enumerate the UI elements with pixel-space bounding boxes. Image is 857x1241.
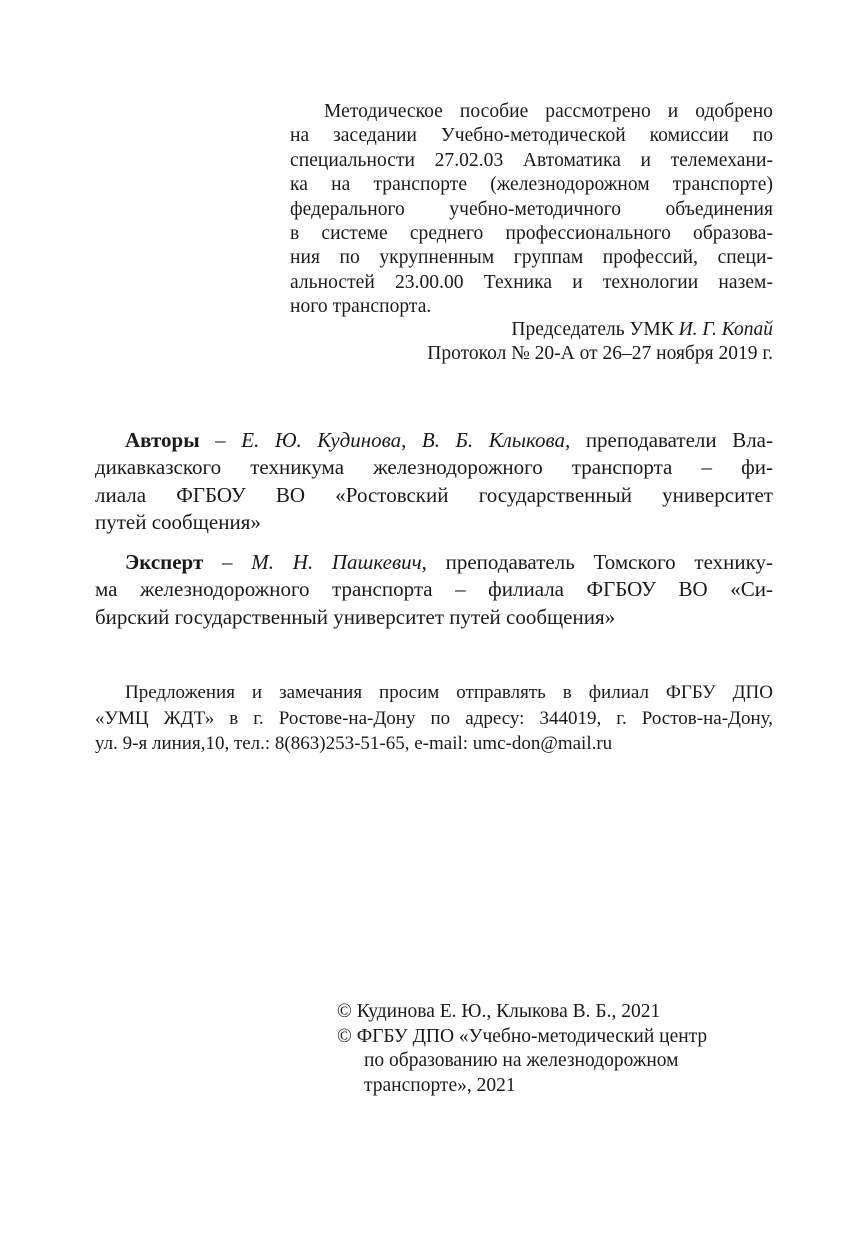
contacts-section (95, 680, 773, 757)
contacts-line: ул. 9-я линия,10, тел.: 8(863)253-51-65, e-mail: umc-don@mail.ru (95, 733, 613, 754)
chairman-row (290, 318, 773, 342)
copyright-section (337, 1000, 777, 1098)
expert-label: Эксперт (125, 550, 204, 574)
copyright-publisher-cont: транспорте», 2021 (364, 1074, 516, 1096)
copyright-publisher: © ФГБУ ДПО «Учебно-методический центр (337, 1025, 708, 1047)
expert-line: ма железнодорожного транспорта – филиала ФГБОУ ВО «Си- (95, 577, 773, 602)
author-name: Е. Ю. Кудинова (241, 428, 402, 452)
chairman-name: И. Г. Копай (678, 319, 773, 340)
authors-section (95, 427, 773, 536)
protocol-info: Протокол № 20-А от 26–27 ноября 2019 г. (427, 343, 773, 365)
expert-name: М. Н. Пашкевич (251, 550, 422, 574)
approval-line: альностей 23.00.00 Техника и технологии назем- (290, 271, 773, 293)
separator: , (401, 428, 422, 452)
copyright-publisher-cont: по образованию на железнодорожном (364, 1050, 679, 1071)
approval-line: специальности 27.02.03 Автоматика и телемехани- (290, 149, 773, 171)
dash: – (199, 428, 242, 452)
contacts-line: Предложения и замечания просим отправлять в филиал ФГБУ ДПО (125, 682, 773, 703)
authors-label: Авторы (125, 428, 200, 452)
authors-line: лиала ФГБОУ ВО «Ростовский государственный университет (95, 482, 773, 507)
authors-line (95, 427, 773, 454)
expert-line: бирский государственный университет путей сообщения» (95, 604, 616, 629)
approval-line: ния по укрупненным группам профессий, специ- (290, 247, 773, 269)
approval-line: в системе среднего профессионального образова- (290, 223, 773, 245)
expert-section (95, 549, 773, 631)
copyright-authors: © Кудинова Е. Ю., Клыкова В. Б., 2021 (337, 1001, 661, 1022)
author-name: В. Б. Клыкова (421, 428, 566, 452)
authors-line: дикавказского техникума железнодорожного транспорта – фи- (95, 455, 773, 480)
chairman-label: Председатель УМК (511, 319, 674, 340)
approval-statement (290, 100, 773, 320)
authors-text: , преподаватели Вла- (565, 428, 773, 452)
approval-line: ка на транспорте (железнодорожном транспорте) (290, 174, 773, 196)
approval-line: ного транспорта. (290, 296, 432, 318)
approval-line: федерального учебно-методичного объединения (290, 198, 773, 220)
contacts-line: «УМЦ ЖДТ» в г. Ростове-на-Дону по адресу: 344019, г. Ростов-на-Дону, (95, 707, 773, 729)
approval-signoff (290, 318, 773, 367)
expert-text: , преподаватель Томского технику- (421, 550, 774, 574)
authors-line: путей сообщения» (95, 509, 261, 534)
dash: – (203, 550, 252, 574)
expert-line (95, 549, 773, 576)
approval-line: Методическое пособие рассмотрено и одобрено (324, 101, 773, 122)
approval-line: на заседании Учебно-методической комиссии по (290, 125, 773, 147)
